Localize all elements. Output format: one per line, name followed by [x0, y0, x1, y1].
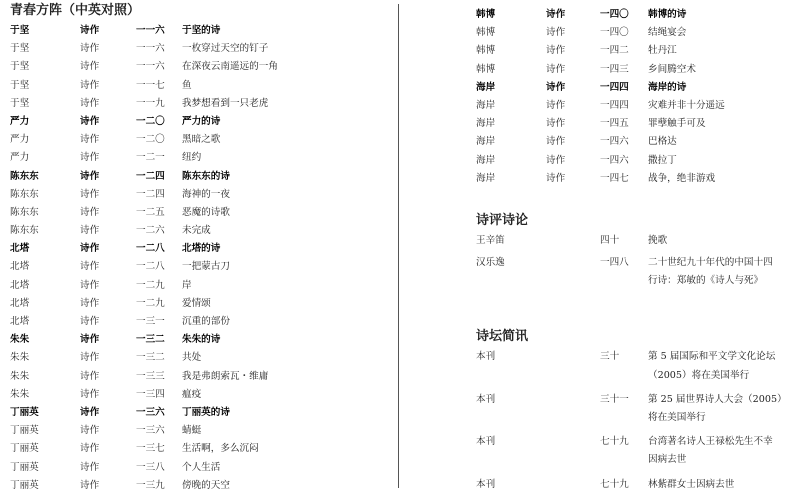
- entry-row: [10, 186, 395, 204]
- entry-kind: 诗作: [80, 425, 100, 437]
- entry-page: 一三一: [136, 316, 165, 327]
- entry-page: 一四六: [600, 136, 629, 148]
- entry-page: 一四五: [600, 118, 629, 130]
- entry-title: 我是弗朗索瓦・维庸: [182, 370, 269, 382]
- entry-row: [10, 386, 395, 404]
- entry-kind: 诗作: [80, 261, 100, 273]
- entry-author: 于坚: [10, 97, 30, 109]
- entry-page: 一二四: [136, 170, 165, 182]
- entry-row: [10, 440, 395, 458]
- entry-author: 丁丽英: [10, 425, 39, 437]
- entry-kind: 诗作: [546, 63, 566, 75]
- entry-row: [10, 204, 395, 222]
- entry-title: 未完成: [182, 225, 211, 237]
- entry-kind: 诗作: [80, 443, 100, 455]
- right-entry-list: [476, 6, 796, 188]
- entry-page: 一四四: [600, 99, 629, 111]
- entry-row: [476, 115, 796, 133]
- entry-kind: 诗作: [80, 25, 100, 36]
- entry-title: 乡间腾空术: [648, 63, 696, 75]
- entry-page: 一二九: [136, 279, 165, 291]
- entry-kind: 诗作: [80, 406, 100, 418]
- entry-title: 岸: [182, 279, 192, 291]
- entry-row: [476, 391, 796, 427]
- entry-page: 一四六: [600, 154, 629, 166]
- right-column: [476, 0, 796, 498]
- entry-kind: 诗作: [80, 61, 100, 73]
- entry-kind: 诗作: [80, 370, 100, 382]
- entry-page: 三十: [600, 351, 620, 363]
- entry-kind: 诗作: [80, 297, 100, 309]
- entry-row: [10, 95, 395, 113]
- entry-page: 一二八: [136, 243, 165, 255]
- section-title-news: 诗坛简讯: [476, 329, 529, 345]
- entry-row: [476, 170, 796, 188]
- entry-page: 一二六: [136, 225, 165, 237]
- entry-page: 一三三: [136, 370, 165, 382]
- section-title-criticism: 诗评诗论: [476, 212, 529, 228]
- entry-title: 生活啊，多么沉闷: [182, 443, 259, 455]
- entry-author: 本刊: [476, 436, 496, 448]
- criticism-entry-list: [476, 232, 796, 291]
- entry-title: 朱朱的诗: [182, 334, 221, 346]
- entry-kind: 诗作: [80, 79, 100, 91]
- entry-row: [476, 133, 796, 151]
- entry-row: [10, 40, 395, 58]
- entry-kind: 诗作: [80, 352, 100, 364]
- entry-title-line: 行诗：郑敏的《诗人与死》: [648, 275, 764, 287]
- entry-page: 一二八: [136, 261, 165, 273]
- entry-author: 北塔: [10, 243, 30, 255]
- entry-title-line: 第 25 届世界诗人大会（2005）: [648, 393, 787, 405]
- entry-kind: 诗作: [546, 172, 566, 184]
- entry-author: 海岸: [476, 136, 496, 148]
- entry-row-heading: [10, 113, 395, 131]
- entry-row: [10, 222, 395, 240]
- entry-title: 巴格达: [648, 136, 677, 148]
- entry-kind: 诗作: [80, 188, 100, 200]
- entry-kind: 诗作: [80, 115, 100, 127]
- entry-title: 一枚穿过天空的钉子: [182, 43, 269, 55]
- entry-author: 北塔: [10, 261, 30, 273]
- entry-page: 一一六: [136, 43, 165, 55]
- entry-title: 我梦想看到一只老虎: [182, 97, 269, 109]
- entry-row: [10, 295, 395, 313]
- entry-page: 一四四: [600, 81, 629, 93]
- entry-page: 一二五: [136, 206, 165, 218]
- entry-title: 恶魔的诗歌: [182, 206, 230, 218]
- entry-title: 沉重的部份: [182, 316, 230, 327]
- entry-author: 丁丽英: [10, 461, 39, 473]
- entry-row: [476, 476, 796, 494]
- entry-author: 海岸: [476, 81, 496, 93]
- entry-row: [476, 232, 796, 250]
- entry-kind: 诗作: [546, 9, 566, 20]
- left-column: [10, 0, 395, 495]
- entry-page: 一四三: [600, 63, 629, 75]
- entry-row: [10, 131, 395, 149]
- entry-kind: 诗作: [80, 225, 100, 237]
- entry-kind: 诗作: [80, 479, 100, 491]
- entry-title-line: 台湾著名诗人王禄松先生不幸: [648, 436, 773, 448]
- entry-kind: 诗作: [80, 243, 100, 255]
- entry-author: 韩博: [476, 27, 496, 39]
- entry-title: 战争，绝非游戏: [648, 172, 716, 184]
- news-entry-list: [476, 348, 796, 493]
- entry-row: [10, 349, 395, 367]
- entry-page: 三十一: [600, 393, 629, 405]
- entry-title: 韩博的诗: [648, 9, 687, 20]
- entry-author: 严力: [10, 152, 30, 164]
- entry-kind: 诗作: [80, 152, 100, 164]
- entry-title-line: 将在美国举行: [648, 412, 706, 424]
- entry-row: [10, 77, 395, 95]
- entry-row: [476, 97, 796, 115]
- entry-title: 个人生活: [182, 461, 221, 473]
- entry-page: 一二一: [136, 152, 165, 164]
- entry-author: 本刊: [476, 393, 496, 405]
- entry-page: 一三二: [136, 334, 165, 346]
- entry-row: [476, 24, 796, 42]
- entry-row: [10, 149, 395, 167]
- entry-page: 七十九: [600, 478, 629, 490]
- entry-kind: 诗作: [80, 279, 100, 291]
- entry-kind: 诗作: [546, 99, 566, 111]
- entry-row: [476, 61, 796, 79]
- entry-author: 海岸: [476, 154, 496, 166]
- entry-author: 朱朱: [10, 334, 30, 346]
- entry-page: 一四七: [600, 172, 629, 184]
- entry-author: 韩博: [476, 45, 496, 57]
- entry-title: 撒拉丁: [648, 154, 677, 166]
- entry-title: 鱼: [182, 79, 192, 91]
- entry-title: 灾难并非十分遥远: [648, 99, 725, 111]
- entry-row-heading: [476, 6, 796, 24]
- entry-row: [10, 422, 395, 440]
- entry-title: 在深夜云南遥远的一角: [182, 61, 278, 73]
- entry-row: [10, 459, 395, 477]
- entry-author: 陈东东: [10, 225, 39, 237]
- entry-row: [10, 58, 395, 76]
- entry-page: 一二〇: [136, 134, 165, 146]
- entry-author: 北塔: [10, 316, 30, 327]
- entry-kind: 诗作: [80, 206, 100, 218]
- entry-author: 陈东东: [10, 206, 39, 218]
- entry-kind: 诗作: [80, 170, 100, 182]
- entry-author: 于坚: [10, 25, 30, 36]
- entry-kind: 诗作: [80, 316, 100, 327]
- entry-page: 一一六: [136, 25, 165, 36]
- entry-author: 朱朱: [10, 370, 30, 382]
- entry-kind: 诗作: [80, 461, 100, 473]
- entry-author: 本刊: [476, 351, 496, 363]
- entry-author: 本刊: [476, 478, 496, 490]
- entry-title: 海岸的诗: [648, 81, 687, 93]
- entry-title: 结绳宴会: [648, 27, 687, 39]
- entry-author: 朱朱: [10, 352, 30, 364]
- entry-page: 一四〇: [600, 9, 629, 20]
- entry-row-heading: [10, 404, 395, 422]
- entry-row: [10, 368, 395, 386]
- entry-author: 海岸: [476, 118, 496, 130]
- entry-row-heading: [10, 240, 395, 258]
- entry-author: 于坚: [10, 43, 30, 55]
- entry-title-line: 林紫群女士因病去世: [648, 478, 735, 490]
- entry-title: 纽约: [182, 152, 202, 164]
- entry-title: 黑暗之歌: [182, 134, 221, 146]
- entry-page: 一三七: [136, 443, 165, 455]
- entry-author: 韩博: [476, 63, 496, 75]
- entry-row: [476, 152, 796, 170]
- entry-row: [10, 258, 395, 276]
- entry-author: 严力: [10, 115, 30, 127]
- entry-author: 海岸: [476, 99, 496, 111]
- entry-author: 陈东东: [10, 170, 39, 182]
- entry-author: 王辛笛: [476, 234, 505, 246]
- entry-row-heading: [10, 168, 395, 186]
- entry-row: [476, 254, 796, 290]
- entry-page: 七十九: [600, 436, 629, 448]
- entry-page: 一四二: [600, 45, 629, 57]
- entry-title-line: 二十世纪九十年代的中国十四: [648, 257, 773, 269]
- entry-page: 一三二: [136, 352, 165, 364]
- entry-row-heading: [10, 22, 395, 40]
- entry-kind: 诗作: [80, 388, 100, 400]
- entry-title-line: 挽歌: [648, 234, 668, 246]
- entry-row-heading: [476, 79, 796, 97]
- entry-kind: 诗作: [80, 97, 100, 109]
- entry-author: 陈东东: [10, 188, 39, 200]
- entry-page: 四十: [600, 234, 620, 246]
- left-entry-list: [10, 22, 395, 495]
- entry-row: [10, 277, 395, 295]
- entry-kind: 诗作: [80, 43, 100, 55]
- entry-page: 一一六: [136, 61, 165, 73]
- entry-row-heading: [10, 331, 395, 349]
- entry-author: 韩博: [476, 9, 496, 20]
- entry-page: 一四八: [600, 257, 629, 269]
- entry-row: [476, 42, 796, 60]
- entry-kind: 诗作: [546, 45, 566, 57]
- entry-row: [10, 477, 395, 495]
- entry-author: 严力: [10, 134, 30, 146]
- entry-page: 一一九: [136, 97, 165, 109]
- entry-kind: 诗作: [546, 154, 566, 166]
- entry-title: 一把蒙古刀: [182, 261, 230, 273]
- entry-title: 严力的诗: [182, 115, 221, 127]
- entry-title: 蜻蜓: [182, 425, 202, 437]
- entry-author: 汉乐逸: [476, 257, 505, 269]
- entry-title: 罪孽触手可及: [648, 118, 706, 130]
- entry-title: 傍晚的天空: [182, 479, 230, 491]
- entry-title: 陈东东的诗: [182, 170, 230, 182]
- entry-page: 一三六: [136, 406, 165, 418]
- entry-title: 瘟疫: [182, 388, 202, 400]
- entry-author: 丁丽英: [10, 443, 39, 455]
- entry-kind: 诗作: [546, 118, 566, 130]
- entry-row: [10, 313, 395, 331]
- entry-author: 丁丽英: [10, 479, 39, 491]
- entry-author: 朱朱: [10, 388, 30, 400]
- entry-author: 丁丽英: [10, 406, 39, 418]
- entry-page: 一三八: [136, 461, 165, 473]
- entry-author: 于坚: [10, 61, 30, 73]
- entry-author: 北塔: [10, 279, 30, 291]
- entry-page: 一四〇: [600, 27, 629, 39]
- entry-page: 一三六: [136, 425, 165, 437]
- entry-page: 一三九: [136, 479, 165, 491]
- entry-title-line: 因病去世: [648, 454, 687, 466]
- column-divider: [398, 4, 399, 488]
- entry-author: 于坚: [10, 79, 30, 91]
- entry-page: 一一七: [136, 79, 165, 91]
- entry-title-line: 第 5 届国际和平文学文化论坛: [648, 351, 776, 363]
- entry-kind: 诗作: [80, 134, 100, 146]
- entry-page: 一二四: [136, 188, 165, 200]
- entry-row: [476, 433, 796, 469]
- entry-page: 一三四: [136, 388, 165, 400]
- entry-title: 共处: [182, 352, 202, 364]
- section-title-qingchun: 青春方阵（中英对照）: [10, 3, 141, 18]
- entry-kind: 诗作: [546, 81, 566, 93]
- entry-kind: 诗作: [80, 334, 100, 346]
- entry-title: 于坚的诗: [182, 25, 221, 36]
- entry-kind: 诗作: [546, 27, 566, 39]
- entry-kind: 诗作: [546, 136, 566, 148]
- entry-page: 一二九: [136, 297, 165, 309]
- entry-title-line: （2005）将在美国举行: [648, 369, 750, 381]
- entry-title: 北塔的诗: [182, 243, 221, 255]
- entry-title: 海神的一夜: [182, 188, 230, 200]
- entry-title: 爱情颂: [182, 297, 211, 309]
- entry-page: 一二〇: [136, 115, 165, 127]
- entry-author: 北塔: [10, 297, 30, 309]
- entry-author: 海岸: [476, 172, 496, 184]
- entry-title: 丁丽英的诗: [182, 406, 230, 418]
- entry-title: 牡丹江: [648, 45, 677, 57]
- entry-row: [476, 348, 796, 384]
